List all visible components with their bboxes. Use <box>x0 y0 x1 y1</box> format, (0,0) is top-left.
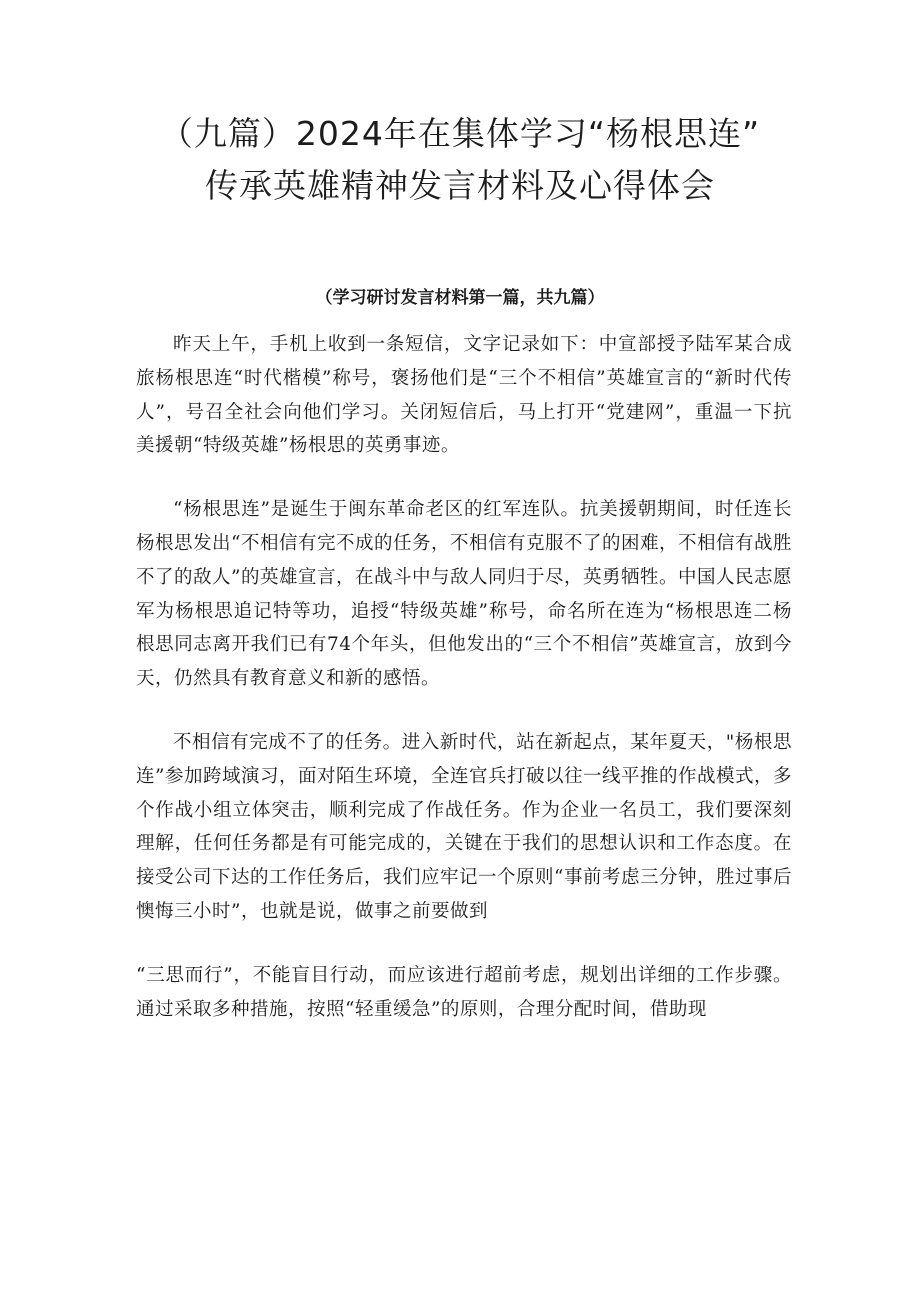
title-line-2: 传承英雄精神发言材料及心得体会 <box>205 166 715 205</box>
document-body <box>136 314 792 1026</box>
paragraph-3: 不相信有完成不了的任务。进入新时代，站在新起点，某年夏天，"杨根思连”参加跨域演习，面对陌生环境，全连官兵打破以往一线平推的作战模式，多个作战小组立体突击，顺利完成了作战任务。作为企业一名员工，我们要深刻理解，任何任务都是有可能完成的，关键在于我们的思想认识和工作态度。在接受公司下达的工作任务后，我们应牢记一个原则“事前考虑三分钟，胜过事后懊悔三小时”，也就是说，做事之前要做到 <box>136 731 792 922</box>
paragraph-2: “杨根思连”是诞生于闽东革命老区的红军连队。抗美援朝期间，时任连长杨根思发出“不相信有完不成的任务，不相信有克服不了的困难，不相信有战胜不了的敌人”的英雄宣言，在战斗中与敌人同归于尽，英勇牺牲。中国人民志愿军为杨根思追记特等功，追授“特级英雄”称号，命名所在连为“杨根思连二杨根思同志离开我们已有74个年头，但他发出的“三个不相信”英雄宣言，放到今天，仍然具有教育意义和新的感悟。 <box>136 499 792 690</box>
title-line-1: （九篇）2024年在集体学习“杨根思连” <box>159 114 761 153</box>
document-subtitle: （学习研讨发言材料第一篇，共九篇） <box>315 288 605 308</box>
document-title <box>60 108 860 212</box>
paragraph-4-continued: “三思而行”，不能盲目行动，而应该进行超前考虑，规划出详细的工作步骤。通过采取多种措施，按照“轻重缓急”的原则，合理分配时间，借助现 <box>136 964 792 1020</box>
paragraph-1: 昨天上午，手机上收到一条短信，文字记录如下：中宣部授予陆军某合成旅杨根思连“时代楷模”称号，褒扬他们是“三个不相信”英雄宣言的“新时代传人”，号召全社会向他们学习。关闭短信后，马上打开“党建网”，重温一下抗美援朝“特级英雄”杨根思的英勇事迹。 <box>136 334 792 457</box>
